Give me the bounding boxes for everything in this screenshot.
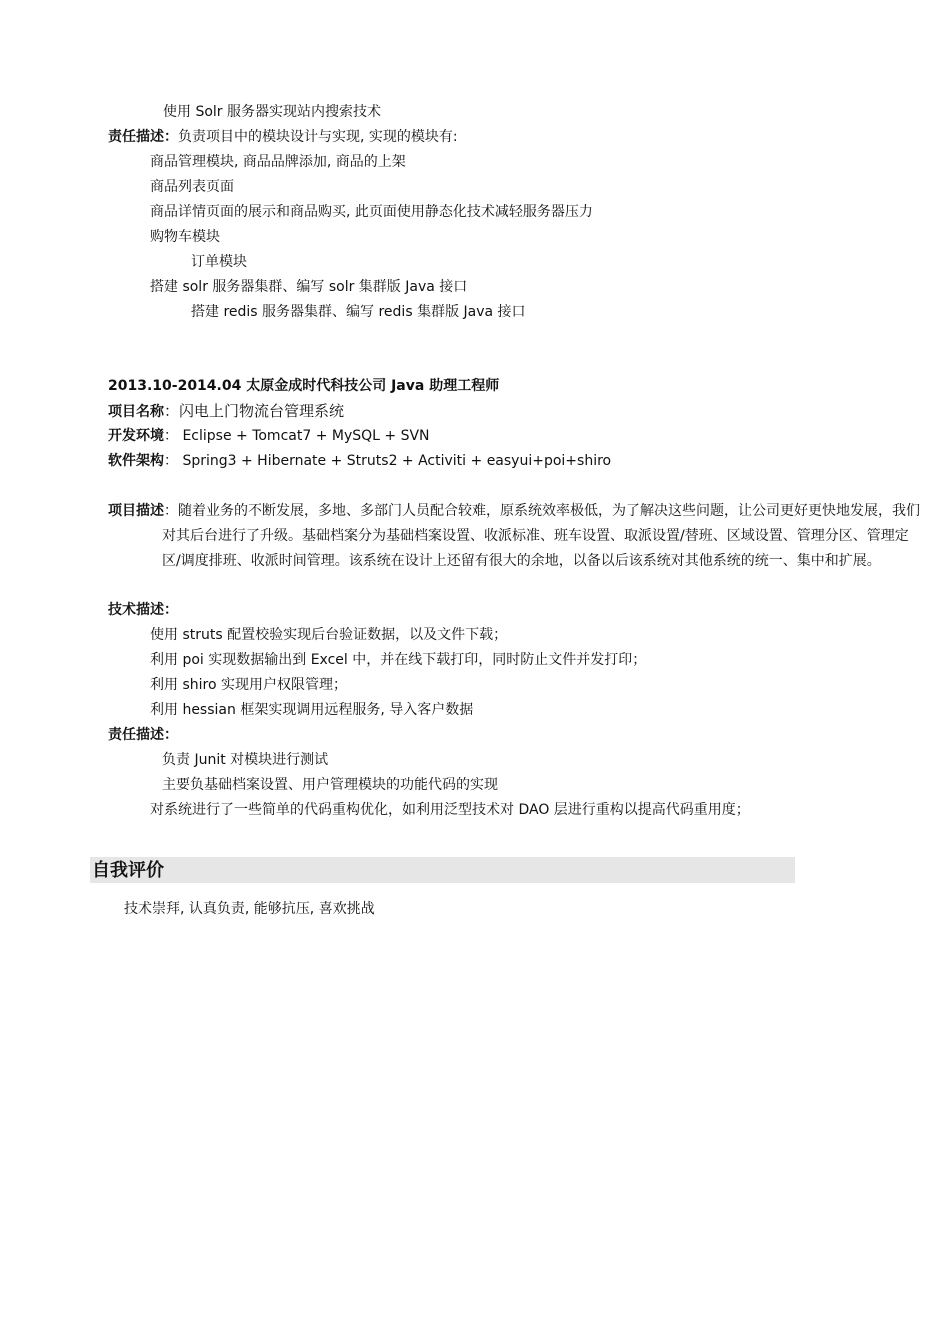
self-evaluation-text: 技术崇拜, 认真负责, 能够抗压, 喜欢挑战 xyxy=(124,901,375,917)
tech-item: 利用 shiro 实现用户权限管理； xyxy=(150,677,347,693)
tech-description-label: 技术描述： xyxy=(108,602,178,618)
project-name-value: ：闪电上门物流台管理系统 xyxy=(164,402,345,420)
module-item: 商品详情页面的展示和商品购买, 此页面使用静态化技术减轻服务器压力 xyxy=(150,204,593,220)
responsibility-row xyxy=(108,127,458,147)
section-title: 自我评价 xyxy=(92,860,164,881)
section-header-bar xyxy=(90,857,795,883)
module-item: 商品列表页面 xyxy=(150,179,234,195)
project-description-label: 项目描述 xyxy=(108,503,164,519)
architecture-label: 软件架构 xyxy=(108,453,164,469)
project-name-label: 项目名称 xyxy=(108,404,164,420)
responsibility-label: 责任描述： xyxy=(108,129,178,145)
architecture-row xyxy=(108,451,611,471)
responsibility-item: 对系统进行了一些简单的代码重构优化，如利用泛型技术对 DAO 层进行重构以提高代码重用度； xyxy=(150,802,750,818)
module-item: 购物车模块 xyxy=(150,229,220,245)
module-item: 搭建 solr 服务器集群、编写 solr 集群版 Java 接口 xyxy=(150,279,468,295)
responsibility-text: 负责项目中的模块设计与实现, 实现的模块有: xyxy=(178,129,458,145)
tech-item: 利用 poi 实现数据输出到 Excel 中，并在线下载打印，同时防止文件并发打印； xyxy=(150,652,647,668)
dev-env-value: ： Eclipse + Tomcat7 + MySQL + SVN xyxy=(164,428,430,444)
module-item: 搭建 redis 服务器集群、编写 redis 集群版 Java 接口 xyxy=(191,304,526,320)
tech-item: 使用 Solr 服务器实现站内搜索技术 xyxy=(163,104,381,120)
project-name-row xyxy=(108,401,344,422)
dev-env-label: 开发环境 xyxy=(108,428,164,444)
tech-item: 使用 struts 配置校验实现后台验证数据，以及文件下载； xyxy=(150,627,508,643)
responsibility-label: 责任描述： xyxy=(108,727,178,743)
tech-item: 利用 hessian 框架实现调用远程服务, 导入客户数据 xyxy=(150,702,474,718)
project-description xyxy=(108,499,922,574)
project-description-text: ：随着业务的不断发展，多地、多部门人员配合较难，原系统效率极低，为了解决这些问题，让公司更好更快地发展，我们对其后台进行了升级。基础档案分为基础档案设置、收派标准、班车设置、取派设置/替班、区域设置、管理分区、管理定区/调度排班、收派时间管理。该系统在设计上还留有很大的余地，以备以后该系统对其他系统的统一、集中和扩展。 xyxy=(162,503,920,569)
responsibility-item: 主要负基础档案设置、用户管理模块的功能代码的实现 xyxy=(162,777,498,793)
module-item: 商品管理模块, 商品品牌添加, 商品的上架 xyxy=(150,154,406,170)
module-item: 订单模块 xyxy=(191,254,247,270)
architecture-value: ： Spring3 + Hibernate + Struts2 + Activiti + easyui+poi+shiro xyxy=(164,453,612,469)
job-header: 2013.10-2014.04 太原金成时代科技公司 Java 助理工程师 xyxy=(108,378,500,394)
dev-env-row xyxy=(108,426,430,446)
responsibility-item: 负责 Junit 对模块进行测试 xyxy=(162,752,329,768)
